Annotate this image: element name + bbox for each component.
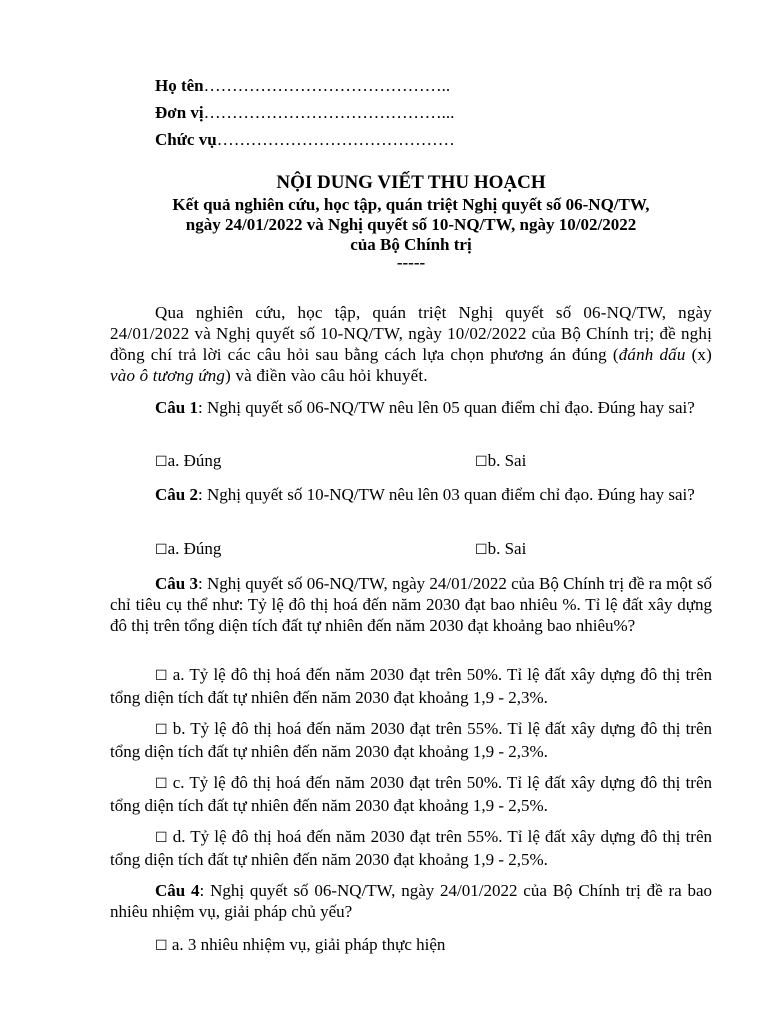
checkbox-icon[interactable]: ☐: [475, 454, 488, 470]
question-3: [110, 573, 712, 636]
checkbox-icon[interactable]: ☐: [155, 722, 168, 738]
checkbox-icon[interactable]: ☐: [475, 542, 488, 558]
question-3-option-c[interactable]: [110, 772, 712, 816]
question-2-option-a[interactable]: [155, 538, 221, 561]
option-label: b. Sai: [487, 451, 527, 470]
question-1: [110, 397, 712, 418]
question-4: [110, 880, 712, 922]
question-4-label: Câu 4: [155, 881, 200, 900]
checkbox-icon[interactable]: ☐: [155, 454, 168, 470]
name-dots: ……………………………………..: [203, 76, 451, 95]
question-2-text: : Nghị quyết số 10-NQ/TW nêu lên 03 quan điểm chỉ đạo. Đúng hay sai?: [197, 485, 695, 504]
position-dots: ……………………………………: [216, 130, 455, 149]
question-2: [110, 484, 712, 505]
option-label: a. Đúng: [167, 451, 222, 470]
unit-dots: ……………………………………...: [203, 103, 455, 122]
subtitle-line-2: ngày 24/01/2022 và Nghị quyết số 10-NQ/TW, ngày 10/02/2022: [185, 215, 637, 234]
page-title: NỘI DUNG VIẾT THU HOẠCH: [276, 172, 546, 193]
question-1-text: : Nghị quyết số 06-NQ/TW nêu lên 05 quan điểm chỉ đạo. Đúng hay sai?: [197, 398, 695, 417]
question-1-option-a[interactable]: [155, 450, 221, 473]
question-3-option-b[interactable]: [110, 718, 712, 762]
unit-field: [155, 103, 454, 123]
option-label: c. Tỷ lệ đô thị hoá đến năm 2030 đạt trên 50%. Tỉ lệ đất xây dựng đô thị trên tổng diện tích đất tự nhiên đến năm 2030 đạt khoảng 1,9 - 2,5%.: [110, 773, 712, 815]
intro-text-1: Qua nghiên cứu, học tập, quán triệt Nghị quyết số 06-NQ/TW, ngày 24/01/2022 và Nghị quyết số 10-NQ/TW, ngày 10/02/2022 của Bộ Chính trị; đề nghị đồng chí trả lời các câu hỏi sau bằng cách lựa chọn phương án đúng (: [110, 303, 712, 364]
subtitle-line-1: Kết quả nghiên cứu, học tập, quán triệt Nghị quyết số 06-NQ/TW,: [172, 195, 650, 214]
option-label: b. Sai: [487, 539, 527, 558]
intro-paragraph: [110, 302, 712, 386]
intro-text-3: ) và điền vào câu hỏi khuyết.: [225, 366, 428, 385]
intro-italic-1: đánh dấu: [618, 345, 686, 364]
option-label: b. Tỷ lệ đô thị hoá đến năm 2030 đạt trên 55%. Tỉ lệ đất xây dựng đô thị trên tổng diện tích đất tự nhiên đến năm 2030 đạt khoảng 1,9 - 2,3%.: [110, 719, 713, 761]
question-3-text: : Nghị quyết số 06-NQ/TW, ngày 24/01/2022 của Bộ Chính trị đề ra một số chỉ tiêu cụ thể như: Tỷ lệ đô thị hoá đến năm 2030 đạt bao nhiêu %. Tỉ lệ đất xây dựng đô thị trên tổng diện tích đất tự nhiên đến năm 2030 đạt khoảng bao nhiêu%?: [110, 574, 712, 635]
position-label: Chức vụ: [155, 130, 217, 149]
subtitle-line-3: của Bộ Chính trị: [350, 235, 472, 254]
question-3-option-a[interactable]: [110, 664, 712, 708]
question-1-option-b[interactable]: [475, 450, 526, 473]
checkbox-icon[interactable]: ☐: [155, 668, 168, 684]
intro-text-2: (x): [685, 345, 712, 364]
checkbox-icon[interactable]: ☐: [155, 542, 168, 558]
checkbox-icon[interactable]: ☐: [155, 938, 168, 954]
option-label: a. Đúng: [167, 539, 222, 558]
option-label: d. Tỷ lệ đô thị hoá đến năm 2030 đạt trên 55%. Tỉ lệ đất xây dựng đô thị trên tổng diện tích đất tự nhiên đến năm 2030 đạt khoảng 1,9 - 2,5%.: [110, 827, 713, 869]
question-1-label: Câu 1: [155, 398, 198, 417]
question-2-option-b[interactable]: [475, 538, 526, 561]
name-label: Họ tên: [155, 76, 204, 95]
checkbox-icon[interactable]: ☐: [155, 776, 168, 792]
position-field: [155, 130, 455, 150]
question-4-text: : Nghị quyết số 06-NQ/TW, ngày 24/01/2022 của Bộ Chính trị đề ra bao nhiêu nhiệm vụ, giải pháp chủ yếu?: [110, 881, 713, 921]
option-label: a. Tỷ lệ đô thị hoá đến năm 2030 đạt trên 50%. Tỉ lệ đất xây dựng đô thị trên tổng diện tích đất tự nhiên đến năm 2030 đạt khoảng 1,9 - 2,3%.: [110, 665, 712, 707]
checkbox-icon[interactable]: ☐: [155, 830, 168, 846]
name-field: [155, 76, 450, 96]
question-3-option-d[interactable]: [110, 826, 712, 870]
unit-label: Đơn vị: [155, 103, 204, 122]
question-2-label: Câu 2: [155, 485, 198, 504]
option-label: a. 3 nhiêu nhiệm vụ, giải pháp thực hiện: [171, 935, 446, 954]
question-3-label: Câu 3: [155, 574, 199, 593]
intro-italic-2: vào ô tương ứng: [110, 366, 226, 385]
title-separator: -----: [396, 253, 426, 272]
question-4-option-a[interactable]: [155, 934, 445, 957]
